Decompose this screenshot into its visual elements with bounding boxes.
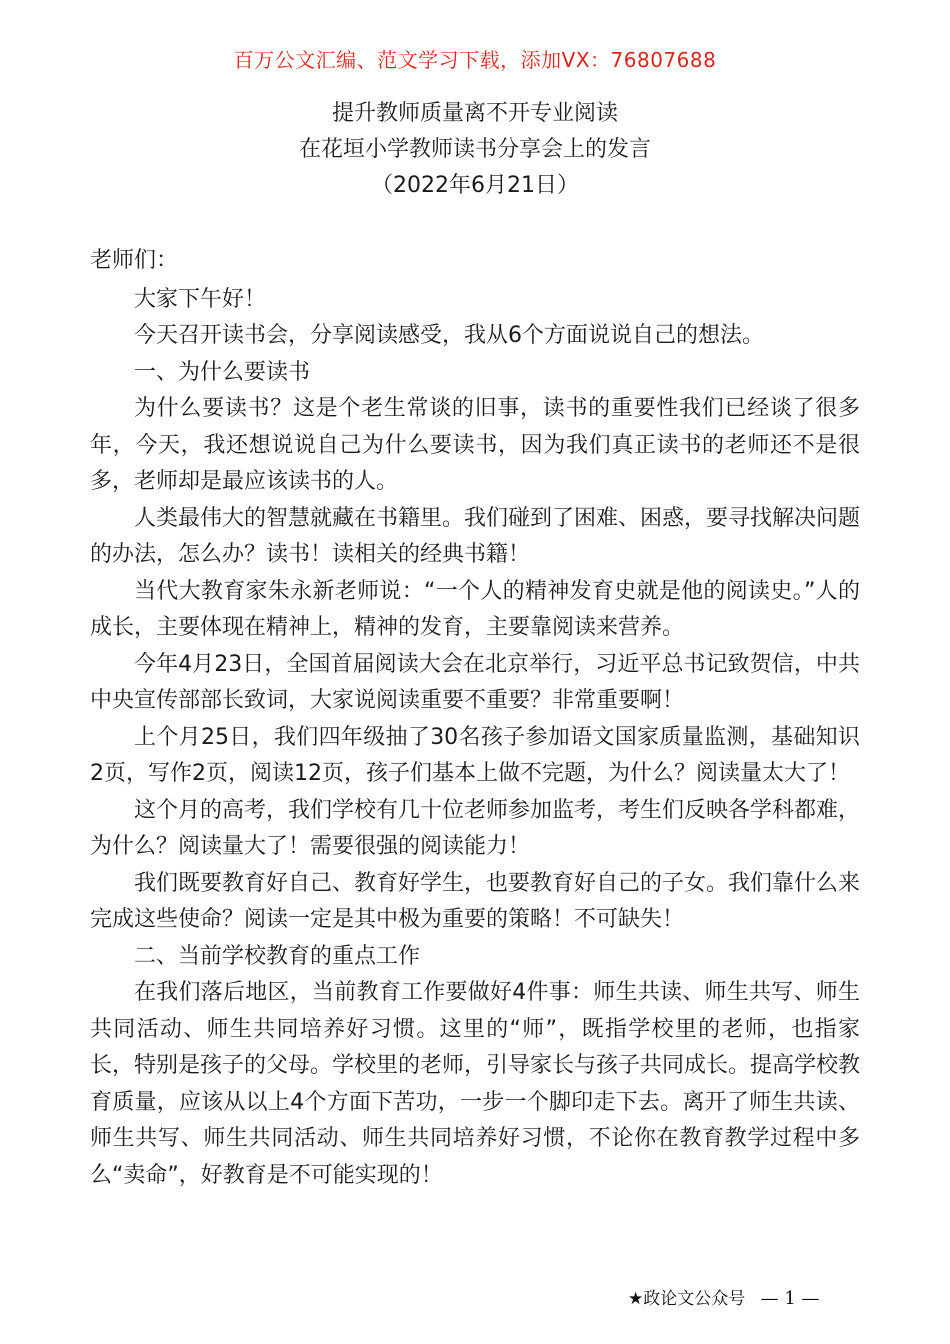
title-block bbox=[0, 96, 950, 204]
paragraph-intro: 今天召开读书会，分享阅读感受，我从6个方面说说自己的想法。 bbox=[134, 323, 764, 348]
paragraph: 这个月的高考，我们学校有几十位老师参加监考，考生们反映各学科都难，为什么？阅读量大了！需要很强的阅读能力！ bbox=[90, 797, 861, 859]
section-heading-1: 一、为什么要读书 bbox=[134, 359, 311, 385]
download-banner: 百万公文汇编、范文学习下载，添加VX：76807688 bbox=[233, 48, 717, 72]
paragraph: 在我们落后地区，当前教育工作要做好4件事：师生共读、师生共写、师生共同活动、师生共同培养好习惯。这里的“师”，既指学校里的老师，也指家长，特别是孩子的父母。学校里的老师，引导家长与孩子共同成长。提高学校教育质量，应该从以上4个方面下苦功，一步一个脚印走下去。离开了师生共读、师生共写、师生共同活动、师生共同培养好习惯，不论你在教育教学过程中多么“卖命”，好教育是不可能实现的！ bbox=[90, 980, 861, 1188]
footer-source: ★政论文公众号 bbox=[628, 1289, 746, 1309]
paragraph: 我们既要教育好自己、教育好学生，也要教育好自己的子女。我们靠什么来完成这些使命？阅读一定是其中极为重要的策略！不可缺失！ bbox=[90, 870, 861, 932]
paragraph: 上个月25日，我们四年级抽了30名孩子参加语文国家质量监测，基础知识2页，写作2页，阅读12页，孩子们基本上做不完题，为什么？阅读量太大了！ bbox=[90, 724, 860, 786]
document-title: 提升教师质量离不开专业阅读 bbox=[331, 101, 618, 126]
paragraph: 今年4月23日，全国首届阅读大会在北京举行，习近平总书记致贺信，中共中央宣传部部长致词，大家说阅读重要不重要？非常重要啊！ bbox=[90, 651, 860, 713]
salutation: 老师们： bbox=[90, 248, 179, 273]
page-footer bbox=[628, 1284, 820, 1309]
document-subtitle: 在花垣小学教师读书分享会上的发言 bbox=[298, 137, 651, 162]
page-number: — 1 — bbox=[760, 1288, 820, 1309]
document-body bbox=[90, 243, 860, 1194]
paragraph: 人类最伟大的智慧就藏在书籍里。我们碰到了困难、困惑，要寻找解决问题的办法，怎么办？读书！读相关的经典书籍！ bbox=[90, 505, 861, 567]
document-date: （2022年6月21日） bbox=[371, 173, 579, 198]
paragraph-greeting: 大家下午好！ bbox=[134, 286, 267, 312]
paragraph: 当代大教育家朱永新老师说：“一个人的精神发育史就是他的阅读史。”人的成长，主要体现在精神上，精神的发育，主要靠阅读来营养。 bbox=[90, 578, 860, 640]
paragraph: 为什么要读书？这是个老生常谈的旧事，读书的重要性我们已经谈了很多年，今天，我还想说说自己为什么要读书，因为我们真正读书的老师还不是很多，老师却是最应该读书的人。 bbox=[90, 396, 860, 494]
section-heading-2: 二、当前学校教育的重点工作 bbox=[134, 943, 421, 969]
